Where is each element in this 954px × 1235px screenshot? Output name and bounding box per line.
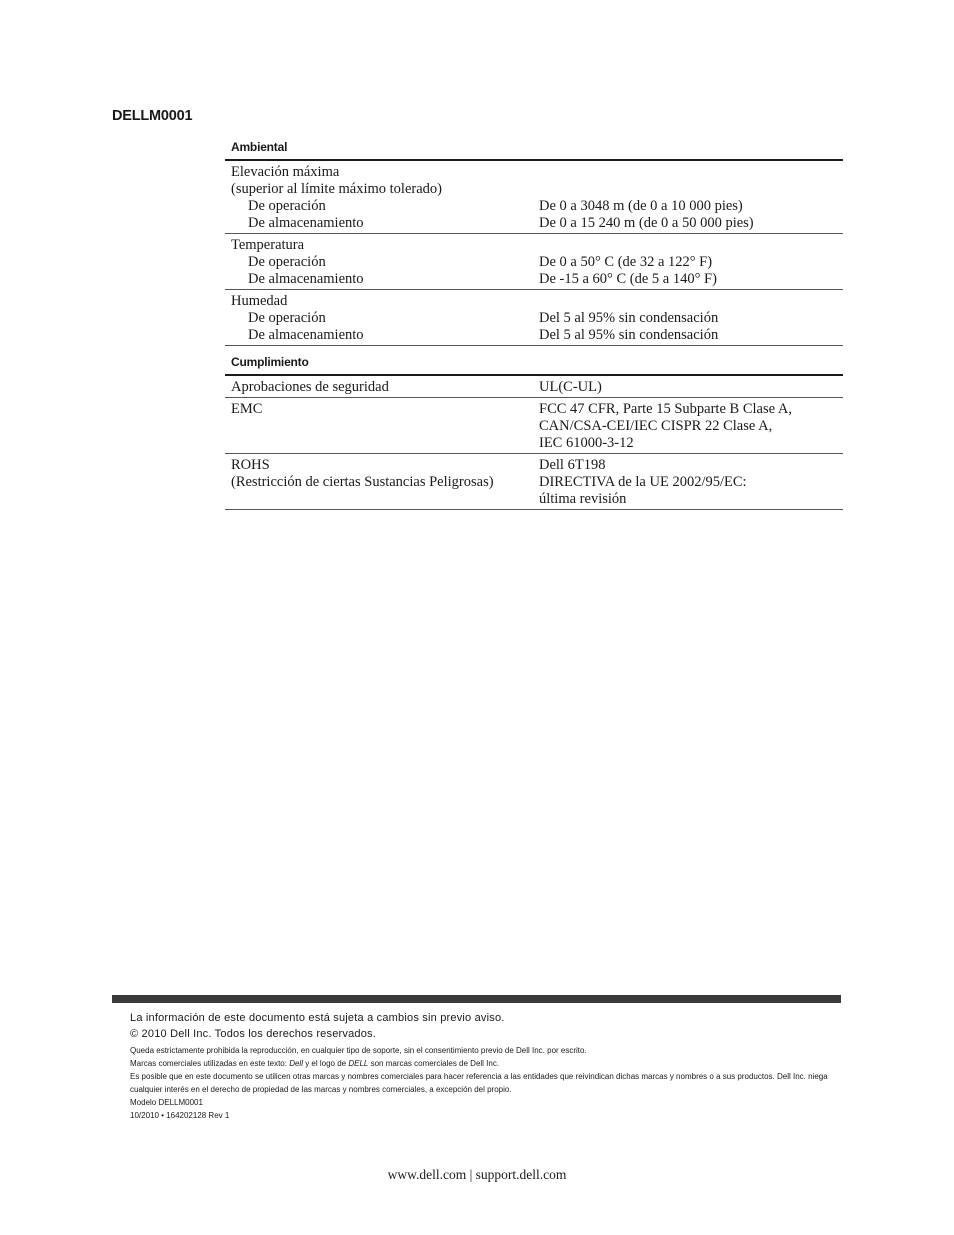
website-links: www.dell.com | support.dell.com bbox=[387, 1167, 567, 1182]
rohs-value-line-2: DIRECTIVA de la UE 2002/95/EC: bbox=[539, 474, 747, 490]
footer-trademarks: Marcas comerciales utilizadas en este texto: Dell y el logo de DELL son marcas comerciales de Dell Inc. bbox=[130, 1059, 500, 1068]
safety-label: Aprobaciones de seguridad bbox=[231, 379, 389, 395]
rohs-label: ROHS bbox=[231, 457, 270, 473]
section-heading-environmental: Ambiental bbox=[225, 137, 843, 161]
table-row-emc bbox=[225, 398, 843, 454]
footer-notice: La información de este documento está sujeta a cambios sin previo aviso. bbox=[130, 1012, 505, 1024]
table-row-altitude bbox=[225, 161, 843, 234]
temperature-operating-label: De operación bbox=[248, 254, 326, 270]
rohs-value-line-1: Dell 6T198 bbox=[539, 457, 606, 473]
specifications-table bbox=[225, 137, 843, 510]
footer-copyright: © 2010 Dell Inc. Todos los derechos reservados. bbox=[130, 1028, 376, 1040]
temperature-storage-value: De -15 a 60° C (de 5 a 140° F) bbox=[539, 271, 717, 287]
footer-model: Modelo DELLM0001 bbox=[130, 1098, 203, 1107]
emc-value-line-1: FCC 47 CFR, Parte 15 Subparte B Clase A, bbox=[539, 401, 792, 417]
rohs-value-line-3: última revisión bbox=[539, 491, 627, 507]
humidity-operating-value: Del 5 al 95% sin condensación bbox=[539, 310, 719, 326]
humidity-storage-value: Del 5 al 95% sin condensación bbox=[539, 327, 719, 343]
footer-legal bbox=[130, 1010, 840, 1122]
altitude-note: (superior al límite máximo tolerado) bbox=[231, 181, 442, 197]
safety-value: UL(C-UL) bbox=[539, 379, 602, 395]
altitude-operating-value: De 0 a 3048 m (de 0 a 10 000 pies) bbox=[539, 198, 743, 214]
emc-value-line-3: IEC 61000-3-12 bbox=[539, 435, 634, 451]
altitude-storage-value: De 0 a 15 240 m (de 0 a 50 000 pies) bbox=[539, 215, 754, 231]
model-title: DELLM0001 bbox=[112, 108, 193, 124]
footer-revision: 10/2010 • 164202128 Rev 1 bbox=[130, 1111, 230, 1120]
altitude-storage-label: De almacenamiento bbox=[248, 215, 364, 231]
altitude-operating-label: De operación bbox=[248, 198, 326, 214]
trademark-dell-logo: DELL bbox=[348, 1059, 369, 1068]
table-row-rohs bbox=[225, 454, 843, 510]
humidity-label: Humedad bbox=[231, 293, 288, 309]
emc-value-line-2: CAN/CSA-CEI/IEC CISPR 22 Clase A, bbox=[539, 418, 773, 434]
trademark-dell: Dell bbox=[289, 1059, 303, 1068]
footer-divider-bar bbox=[112, 995, 841, 1003]
temperature-storage-label: De almacenamiento bbox=[248, 271, 364, 287]
altitude-label: Elevación máxima bbox=[231, 164, 340, 180]
table-row-safety bbox=[225, 376, 843, 398]
footer-other-marks: Es posible que en este documento se utilicen otras marcas y nombres comerciales para hacer referencia a las entidades que reivindican dichas marcas y nombres o a sus productos. Dell Inc. niega cualquier interés en el derecho de propiedad de las marcas y nombres comerciales, a excepción del propio. bbox=[130, 1072, 828, 1094]
rohs-note: (Restricción de ciertas Sustancias Peligrosas) bbox=[231, 474, 494, 490]
humidity-operating-label: De operación bbox=[248, 310, 326, 326]
section-heading-compliance: Cumplimiento bbox=[225, 346, 843, 376]
table-row-humidity bbox=[225, 290, 843, 346]
footer-reproduction: Queda estrictamente prohibida la reproducción, en cualquier tipo de soporte, sin el consentimiento previo de Dell Inc. por escrito. bbox=[130, 1046, 587, 1055]
temperature-label: Temperatura bbox=[231, 237, 305, 253]
table-row-temperature bbox=[225, 234, 843, 290]
temperature-operating-value: De 0 a 50° C (de 32 a 122° F) bbox=[539, 254, 713, 270]
humidity-storage-label: De almacenamiento bbox=[248, 327, 364, 343]
emc-label: EMC bbox=[231, 401, 263, 417]
